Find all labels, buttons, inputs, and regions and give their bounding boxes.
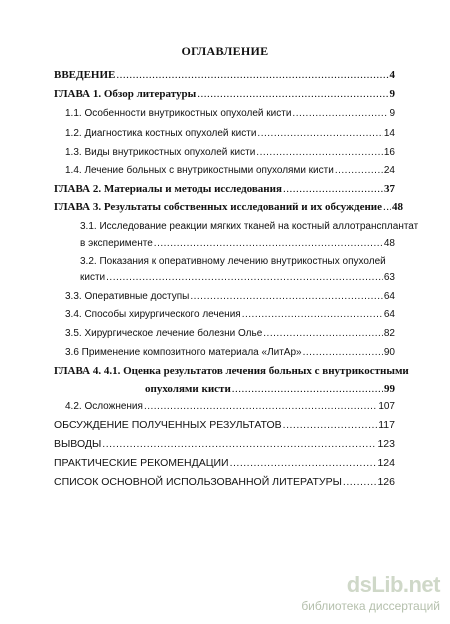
- toc-leader-dots: [263, 326, 383, 342]
- toc-entry-title: 3.6 Применение композитного материала «ЛитАр»: [65, 347, 302, 358]
- toc-entry-recommendations[interactable]: [54, 455, 395, 471]
- toc-entry-title: ГЛАВА 1. Обзор литературы: [54, 88, 197, 100]
- toc-entry-page: 117: [378, 419, 395, 431]
- toc-entry-chapter-1[interactable]: [54, 86, 395, 102]
- toc-leader-dots: [383, 199, 391, 215]
- watermark-subtitle: библиотека диссертаций: [301, 599, 440, 613]
- toc-leader-dots: [230, 455, 377, 471]
- toc-entry-page: 24: [383, 165, 395, 176]
- toc-entry-1-3[interactable]: [65, 145, 395, 161]
- toc-entry-title: 1.4. Лечение больных с внутрикостными опухолями кисти: [65, 165, 334, 176]
- toc-leader-dots: [257, 126, 382, 142]
- toc-entry-title: 4.2. Осложнения: [65, 401, 143, 412]
- toc-entry-page: 64: [383, 291, 395, 302]
- toc-entry-title: ОБСУЖДЕНИЕ ПОЛУЧЕННЫХ РЕЗУЛЬТАТОВ: [54, 419, 282, 431]
- toc-leader-dots: [303, 345, 383, 361]
- toc-entry-chapter-4-title[interactable]: ГЛАВА 4. 4.1. Оценка результатов лечения больных с внутрикостными: [54, 365, 409, 377]
- toc-leader-dots: [102, 436, 376, 452]
- toc-entry-page: 99: [384, 383, 395, 395]
- toc-entry-page: 124: [377, 457, 395, 469]
- toc-leader-dots: [242, 307, 383, 323]
- toc-entry-3-6[interactable]: [65, 345, 395, 361]
- toc-entry-chapter-4[interactable]: [145, 381, 395, 397]
- toc-entry-page: 48: [392, 201, 404, 213]
- toc-leader-dots: [144, 399, 377, 415]
- toc-leader-dots: [292, 106, 388, 122]
- toc-entry-page: 16: [383, 147, 395, 158]
- toc-entry-title: ВЫВОДЫ: [54, 438, 102, 450]
- toc-entry-3-3[interactable]: [65, 289, 395, 305]
- toc-entry-4-2[interactable]: [65, 399, 395, 415]
- toc-entry-1-2[interactable]: [65, 126, 395, 142]
- toc-leader-dots: [190, 289, 383, 305]
- toc-entry-title: ВВЕДЕНИЕ: [54, 69, 116, 81]
- toc-entry-title: 1.1. Особенности внутрикостных опухолей кисти: [65, 108, 292, 119]
- toc-entry-1-4[interactable]: [65, 163, 395, 179]
- toc-leader-dots: [283, 417, 378, 433]
- toc-entry-page: 63: [383, 272, 395, 283]
- toc-entry-chapter-3[interactable]: [54, 199, 404, 215]
- toc-entry-title: 3.5. Хирургическое лечение болезни Олье: [65, 328, 263, 339]
- toc-entry-3-5[interactable]: [65, 326, 395, 342]
- toc-entry-page: 123: [377, 438, 395, 450]
- toc-entry-title: 3.4. Способы хирургического лечения: [65, 309, 241, 320]
- toc-entry-3-1[interactable]: [80, 236, 395, 252]
- toc-entry-page: 37: [384, 183, 395, 195]
- toc-entry-discussion[interactable]: [54, 417, 395, 433]
- toc-entry-page: 14: [383, 128, 395, 139]
- toc-entry-page: 126: [377, 476, 395, 488]
- toc-entry-3-2[interactable]: [80, 270, 395, 286]
- toc-entry-3-2-title[interactable]: 3.2. Показания к оперативному лечению внутрикостных опухолей: [80, 256, 386, 267]
- toc-entry-title: СПИСОК ОСНОВНОЙ ИСПОЛЬЗОВАННОЙ ЛИТЕРАТУРЫ: [54, 476, 342, 488]
- toc-leader-dots: [343, 474, 377, 490]
- toc-leader-dots: [232, 381, 383, 397]
- toc-leader-dots: [197, 86, 388, 102]
- toc-entry-continuation: кисти: [80, 272, 106, 283]
- toc-entry-title: ПРАКТИЧЕСКИЕ РЕКОМЕНДАЦИИ: [54, 457, 229, 469]
- toc-leader-dots: [154, 236, 383, 252]
- toc-entry-page: 90: [383, 347, 395, 358]
- toc-entry-bibliography[interactable]: [54, 474, 395, 490]
- toc-leader-dots: [116, 67, 388, 83]
- page-title: ОГЛАВЛЕНИЕ: [181, 44, 269, 58]
- toc-entry-page: 107: [378, 401, 395, 412]
- toc-entry-continuation: в эксперименте: [80, 238, 153, 249]
- toc-entry-conclusions[interactable]: [54, 436, 395, 452]
- watermark-logo: dsLib.net: [346, 572, 440, 597]
- toc-entry-introduction[interactable]: [54, 67, 395, 83]
- toc-leader-dots: [106, 270, 383, 286]
- toc-entry-title: ГЛАВА 2. Материалы и методы исследования: [54, 183, 282, 195]
- toc-entry-title: 1.3. Виды внутрикостных опухолей кисти: [65, 147, 256, 158]
- toc-entry-page: 9: [389, 88, 395, 100]
- toc-entry-continuation: опухолями кисти: [145, 383, 231, 395]
- toc-leader-dots: [283, 181, 383, 197]
- toc-leader-dots: [335, 163, 383, 179]
- toc-leader-dots: [256, 145, 383, 161]
- toc-entry-3-4[interactable]: [65, 307, 395, 323]
- toc-entry-chapter-2[interactable]: [54, 181, 395, 197]
- toc-entry-page: 9: [389, 108, 395, 119]
- toc-entry-page: 48: [383, 238, 395, 249]
- toc-entry-1-1[interactable]: [65, 106, 395, 122]
- toc-entry-page: 64: [383, 309, 395, 320]
- toc-entry-title: 3.3. Оперативные доступы: [65, 291, 190, 302]
- toc-entry-page: 4: [389, 69, 395, 81]
- toc-entry-title: 1.2. Диагностика костных опухолей кисти: [65, 128, 257, 139]
- watermark: [260, 573, 440, 614]
- toc-entry-page: 82: [383, 328, 395, 339]
- toc-entry-3-1-title[interactable]: 3.1. Исследование реакции мягких тканей на костный аллотрансплантат: [80, 221, 419, 232]
- toc-entry-title: ГЛАВА 3. Результаты собственных исследований и их обсуждение: [54, 201, 383, 213]
